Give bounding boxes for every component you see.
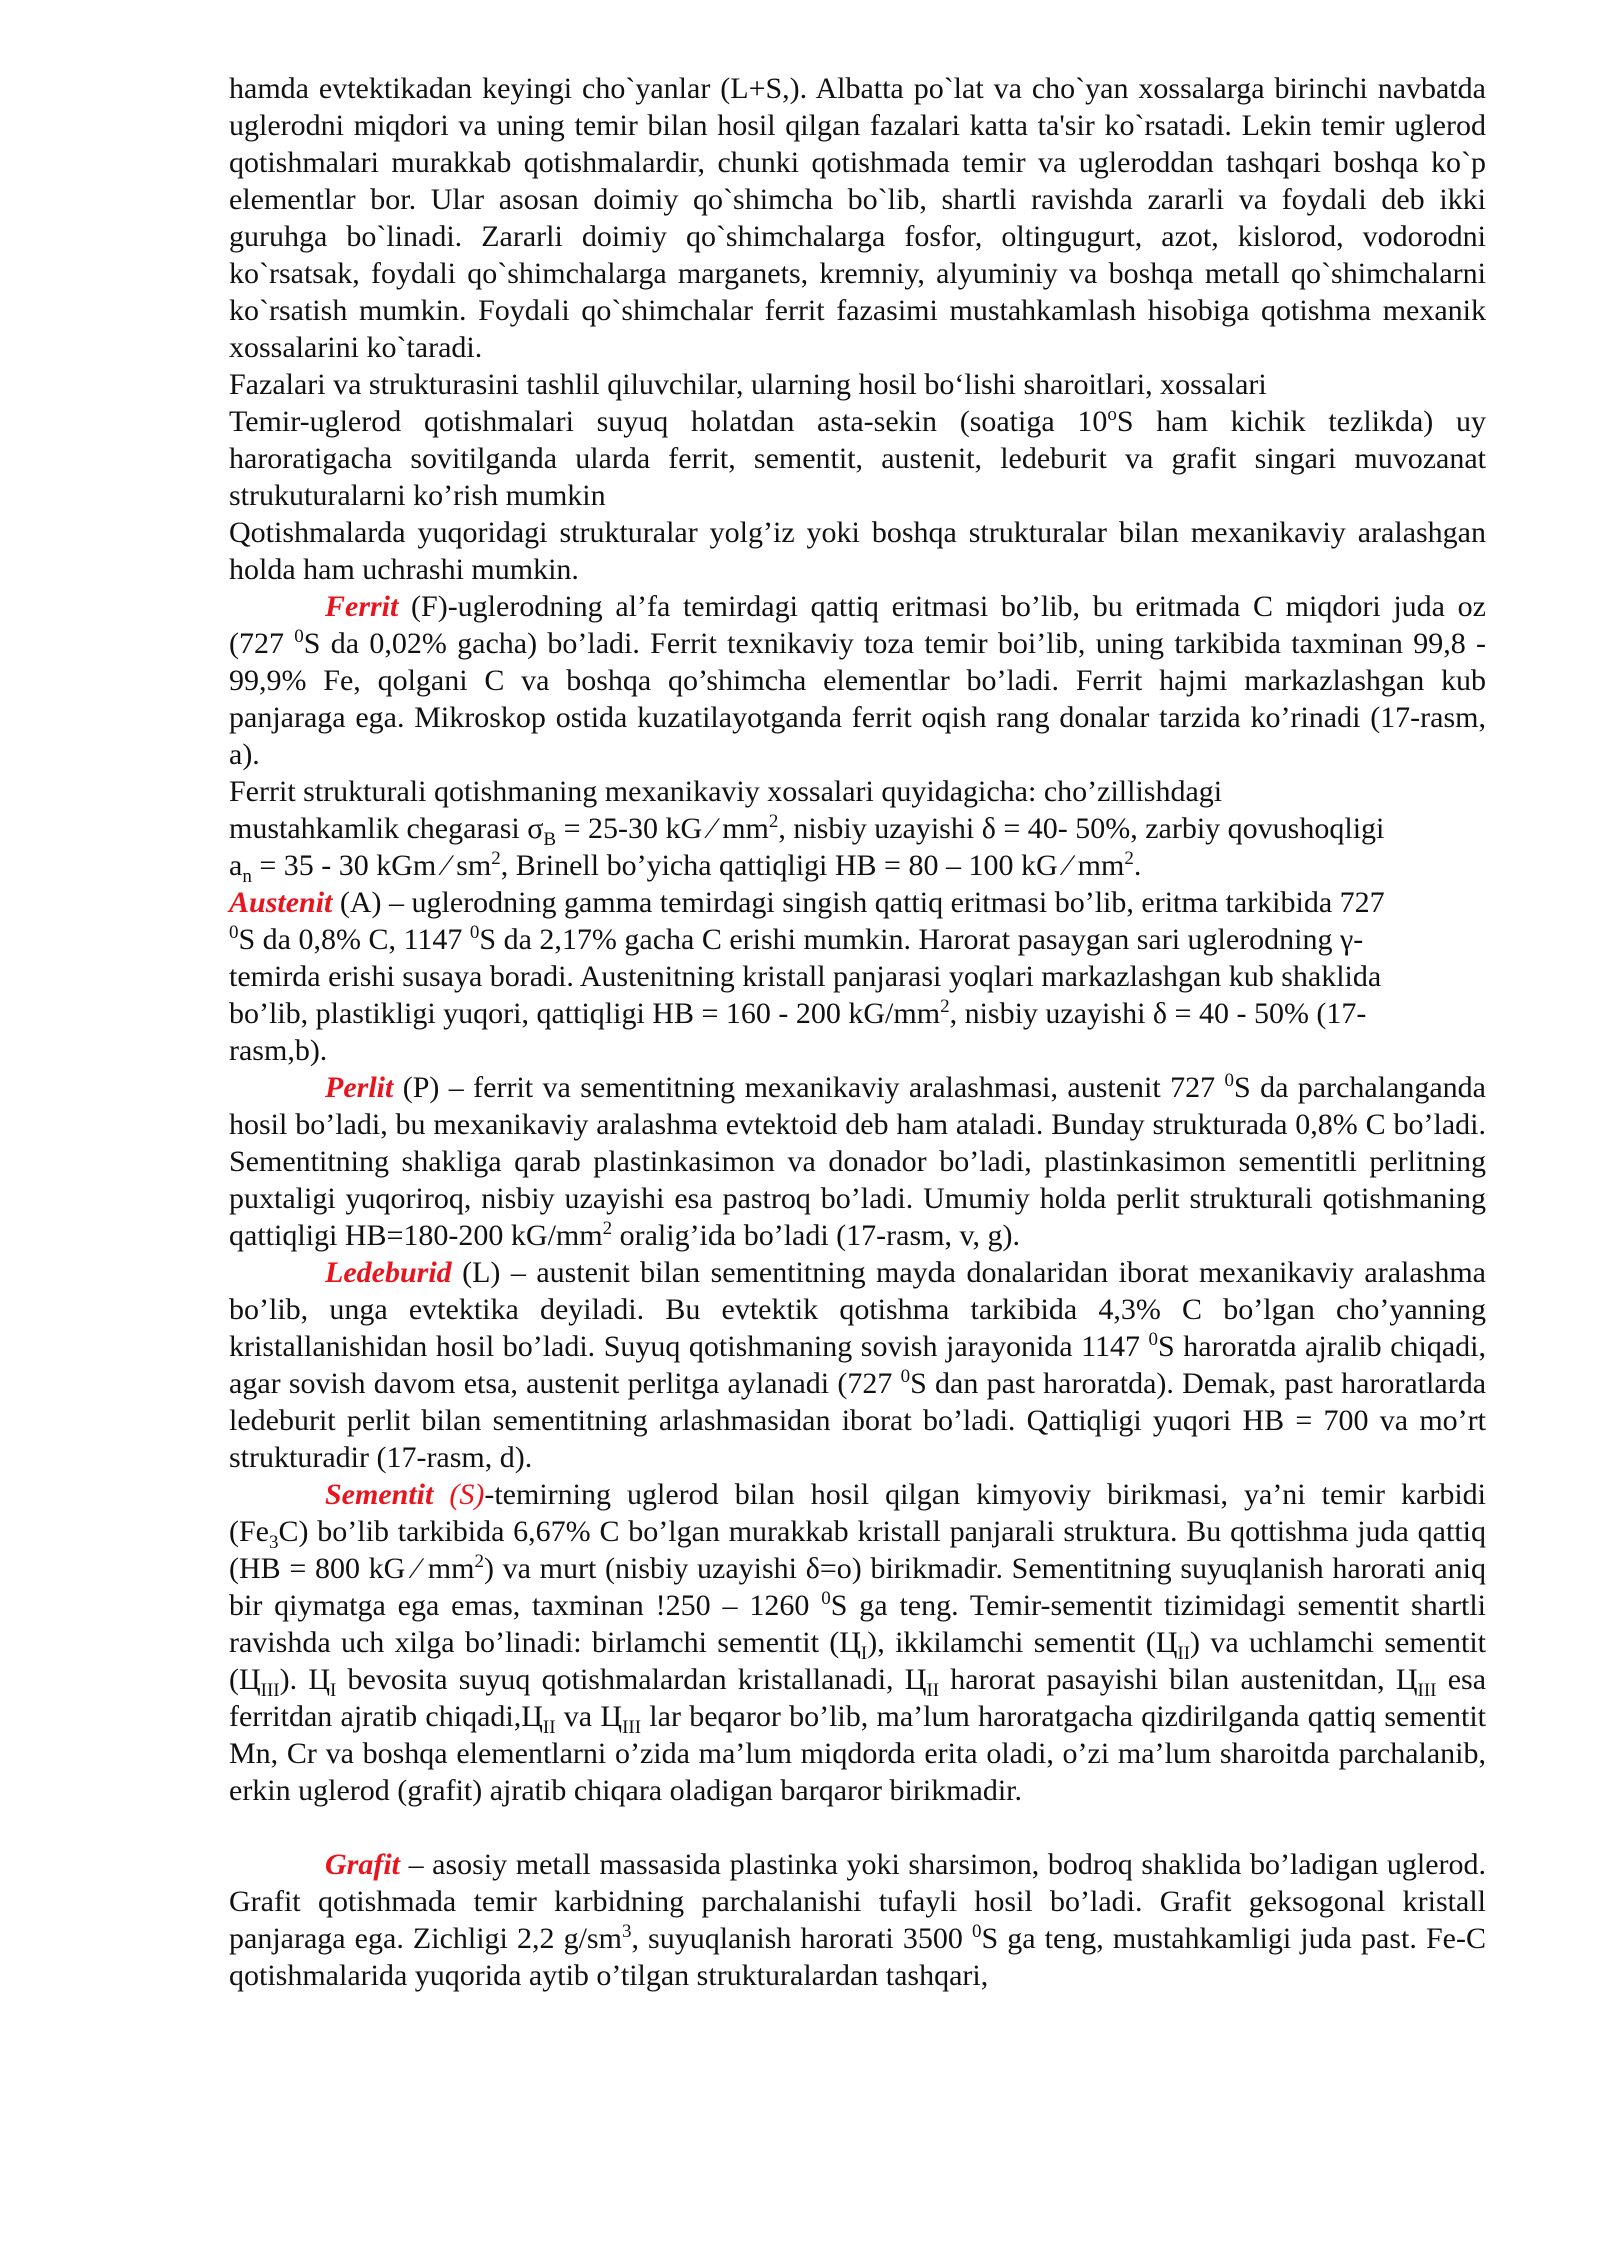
paragraph-austenit-line2: $^0$S da 0,8% C, 1147 $^0$S da 2,17% gacha C erishi mumkin. Harorat pasaygan sari uglerodning γ- bbox=[229, 922, 1364, 956]
document-page bbox=[229, 70, 1486, 1994]
paragraph-ferrit-mechanics-line1: Ferrit strukturali qotishmaning mexanikaviy xossalari quyidagicha: cho’zillishdagi bbox=[229, 775, 1223, 808]
paragraph-austenit-line4: bo’lib, plastikligi yuqori, qattiqligi HB = 160 - 200 $kG/mm^2$, nisbiy uzayishi δ = 40 - 50% (17- bbox=[229, 996, 1367, 1030]
term-ledeburid: Ledeburid bbox=[325, 1256, 452, 1289]
paragraph-ledeburid: Ledeburid (L) – austenit bilan sementitning mayda donalaridan iborat mexanikaviy aralashma bo’lib, unga evtektika deyiladi. Bu evtektik qotishma tarkibida 4,3% C bo’lgan cho’yanning kristallanishidan hosil bo’ladi. Suyuq qotishmaning sovish jarayonida 1147 $^0$S haroratda ajralib chiqadi, agar sovish davom etsa, austenit perlitga aylanadi (727 $^0$S dan past haroratda). Demak, past haroratlarda ledeburit perlit bilan sementitning arlashmasidan iborat bo’ladi. Qattiqligi yuqori HB = 700 va mo’rt strukturadir (17-rasm, d). bbox=[229, 1256, 1487, 1474]
paragraph-perlit: Perlit (P) – ferrit va sementitning mexanikaviy aralashmasi, austenit 727 $^0$S da parchalanganda hosil bo’ladi, bu mexanikaviy aralashma evtektoid deb ham ataladi. Bunday strukturada 0,8% C bo’ladi. Sementitning shakliga qarab plastinkasimon va donador bo’ladi, plastinkasimon sementitli perlitning puxtaligi yuqoriroq, nisbiy uzayishi esa pastroq bo’ladi. Umumiy holda perlit strukturali qotishmaning qattiqligi HB=180-200 $kG/mm^2$ oralig’ida bo’ladi (17-rasm, v, g). bbox=[229, 1070, 1486, 1252]
paragraph-ferrit: Ferrit (F)-uglerodning al’fa temirdagi qattiq eritmasi bo’lib, bu eritmada C miqdori juda oz (727 $^0$S da 0,02% gacha) bo’ladi. Ferrit texnikaviy toza temir boi’lib, uning tarkibida taxminan 99,8 - 99,9% Fe, qolgani C va boshqa qo’shimcha elementlar bo’ladi. Ferrit hajmi markazlashgan kub panjaraga ega. Mikroskop ostida kuzatilayotganda ferrit oqish rang donalar tarzida ko’rinadi (17-rasm, a). bbox=[229, 590, 1486, 771]
paragraph-mixed-structures: Qotishmalarda yuqoridagi strukturalar yolg’iz yoki boshqa strukturalar bilan mexanikaviy aralashgan holda ham uchrashi mumkin. bbox=[229, 516, 1486, 586]
term-grafit: Grafit bbox=[325, 1848, 400, 1881]
paragraph-austenit-line5: rasm,b). bbox=[229, 1034, 328, 1067]
term-perlit: Perlit bbox=[325, 1071, 394, 1104]
paragraph-austenit-line3: temirda erishi susaya boradi. Austenitning kristall panjarasi yoqlari markazlashgan kub shaklida bbox=[229, 960, 1382, 993]
paragraph-ferrit-mechanics-line2: mustahkamlik chegarasi $\sigma_B = 25-30$ kG ∕ $mm^2$, nisbiy uzayishi δ = 40- 50%, zarbiy qovushoqligi bbox=[229, 811, 1385, 850]
blank-line bbox=[229, 1809, 1486, 1846]
paragraph-slow-cooling: Temir-uglerod qotishmalari suyuq holatdan asta-sekin (soatiga 10$^o$S ham kichik tezlikda) uy haroratigacha sovitilganda ularda ferrit, sementit, austenit, ledeburit va grafit singari muvozanat strukuturalarni ko’rish mumkin bbox=[229, 404, 1487, 512]
paragraph-impurities: hamda evtektikadan keyingi cho`yanlar (L+S,). Albatta po`lat va cho`yan xossalarga birinchi navbatda uglerodni miqdori va uning temir bilan hosil qilgan fazalari katta ta'sir ko`rsatadi. Lekin temir uglerod qotishmalari murakkab qotishmalardir, chunki qotishmada temir va ugleroddan tashqari boshqa ko`p elementlar bor. Ular asosan doimiy qo`shimcha bo`lib, shartli ravishda zararli va foydali deb ikki guruhga bo`linadi. Zararli doimiy qo`shimchalarga fosfor, oltingugurt, azot, kislorod, vodorodni ko`rsatsak, foydali qo`shimchalarga marganets, kremniy, alyuminiy va boshqa metall qo`shimchalarni ko`rsatish mumkin. Foydali qo`shimchalar ferrit fazasimi mustahkamlash hisobiga qotishma mexanik xossalarini ko`taradi. bbox=[229, 72, 1486, 364]
paragraph-austenit-line1: Austenit (A) – uglerodning gamma temirdagi singish qattiq eritmasi bo’lib, eritma tarkibida 727 bbox=[229, 886, 1385, 919]
paragraph-sementit: Sementit (S)-temirning uglerod bilan hosil qilgan kimyoviy birikmasi, ya’ni temir karbidi $(Fe_3C)$ bo’lib tarkibida 6,67% C bo’lgan murakkab kristall panjarali struktura. Bu qottishma juda qattiq (HB = 800 kG ∕ $mm^2$) va murt (nisbiy uzayishi δ=o) birikmadir. Sementitning suyuqlanish harorati aniq bir qiymatga ega emas, taxminan !250 – 1260 $^0$S ga teng. Temir-sementit tizimidagi sementit shartli ravishda uch xilga bo’linadi: birlamchi sementit $(Ц_I)$, ikkilamchi sementit $(Ц_{II})$ va uchlamchi sementit $(Ц_{III})$. $Ц_I$ bevosita suyuq qotishmalardan kristallanadi, $Ц_{II}$ harorat pasayishi bilan austenitdan, $Ц_{III}$ esa ferritdan ajratib $chiqadi,Ц_{II}$ va $Ц_{III}$ lar beqaror bo’lib, ma’lum haroratgacha qizdirilganda qattiq sementit Mn, Cr va boshqa elementlarni o’zida ma’lum miqdorda erita oladi, o’zi ma’lum sharoitda parchalanib, erkin uglerod (grafit) ajratib chiqara oladigan barqaror birikmadir. bbox=[229, 1478, 1487, 1807]
paragraph-grafit: Grafit – asosiy metall massasida plastinka yoki sharsimon, bodroq shaklida bo’ladigan uglerod. Grafit qotishmada temir karbidning parchalanishi tufayli hosil bo’ladi. Grafit geksogonal kristall panjaraga ega. Zichligi 2,2 $g/sm^3$, suyuqlanish harorati 3500 $^0$S ga teng, mustahkamligi juda past. Fe-C qotishmalarida yuqorida aytib o’tilgan strukturalardan tashqari, bbox=[229, 1848, 1486, 1992]
term-ferrit: Ferrit bbox=[325, 590, 399, 623]
section-heading-phases: Fazalari va strukturasini tashlil qiluvchilar, ularning hosil bo‘lishi sharoitlari, xossalari bbox=[229, 368, 1267, 401]
term-austenit: Austenit bbox=[229, 886, 333, 919]
term-sementit: Sementit bbox=[325, 1478, 434, 1511]
paragraph-ferrit-mechanics-line3: $a_n = 35 - 30$ kGm ∕ $sm^2$, Brinell bo’yicha qattiqligi HB = 80 – 100 kG ∕ $mm^2$. bbox=[229, 848, 1142, 887]
